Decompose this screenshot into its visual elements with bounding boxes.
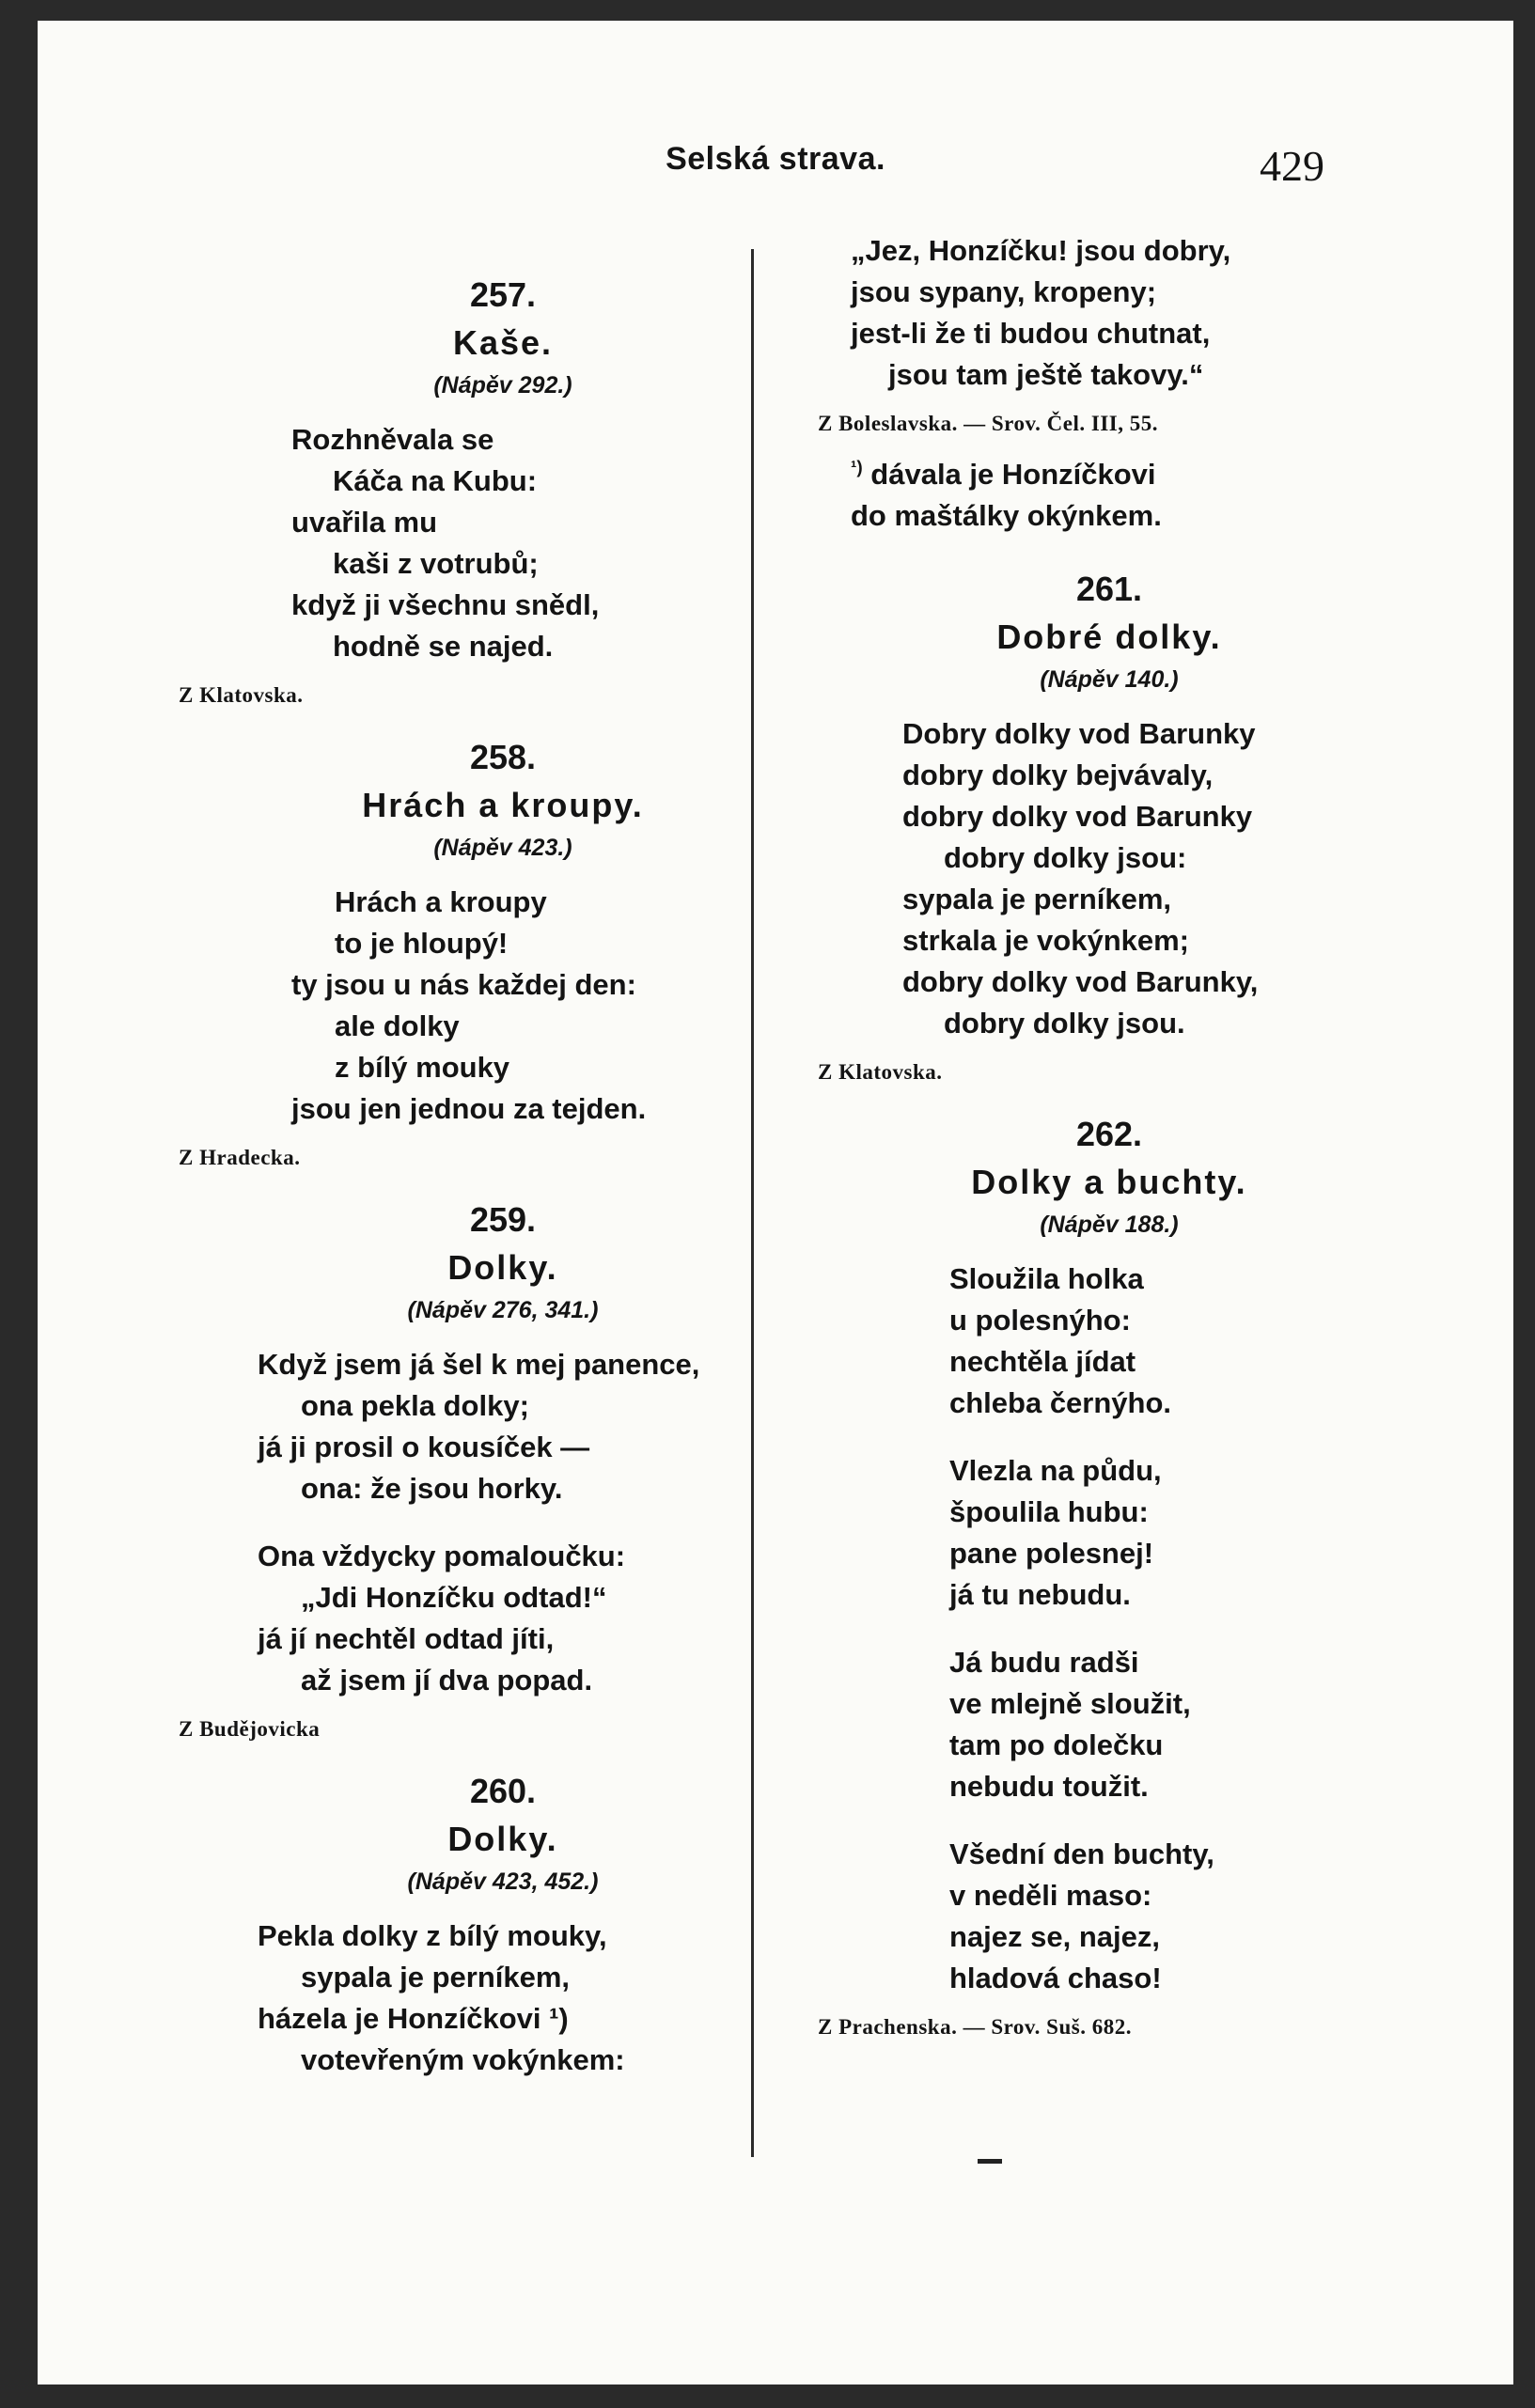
song-260 xyxy=(179,1771,827,2081)
verse-line: házela je Honzíčkovi ¹) xyxy=(258,2002,569,2035)
song-number: 261. xyxy=(1075,570,1143,608)
verse-line: tam po dolečku xyxy=(949,1728,1164,1761)
verse-line: pane polesnej! xyxy=(949,1537,1154,1570)
verse-line: Já budu radši xyxy=(949,1646,1139,1679)
verse-line: Káča na Kubu: xyxy=(333,464,538,497)
tune-reference: (Nápěv 276, 341.) xyxy=(407,1297,599,1323)
verse-line: hodně se najed. xyxy=(333,630,554,663)
verse-line: když ji všechnu snědl, xyxy=(291,588,600,621)
verse-line: Všední den buchty, xyxy=(949,1837,1214,1870)
footnote-line xyxy=(851,454,1438,495)
verse-line: jsou tam ještě takovy.“ xyxy=(888,358,1204,391)
stanza xyxy=(780,1642,1438,1807)
verse-line: „Jez, Honzíčku! jsou dobry, xyxy=(851,234,1231,267)
tune-reference: (Nápěv 188.) xyxy=(1040,1212,1179,1238)
verse-line: já jí nechtěl odtad jíti, xyxy=(258,1622,555,1655)
song-title: Hrách a kroupy. xyxy=(362,786,644,824)
verse-line: sypala je perníkem, xyxy=(902,883,1172,915)
left-column xyxy=(179,274,827,2102)
verse-line: Ona vždycky pomaloučku: xyxy=(258,1540,626,1572)
verse-line: Dobry dolky vod Barunky xyxy=(902,717,1256,750)
tune-reference: (Nápěv 423, 452.) xyxy=(407,1869,599,1895)
source-note: Z Klatovska. xyxy=(179,683,304,707)
stanza xyxy=(780,1259,1438,1424)
tune-reference: (Nápěv 140.) xyxy=(1040,666,1179,693)
song-title: Dolky a buchty. xyxy=(971,1163,1247,1201)
song-262 xyxy=(780,1114,1438,2048)
source-note: Z Klatovska. xyxy=(818,1060,943,1084)
stanza xyxy=(780,230,1438,396)
song-number: 262. xyxy=(1075,1115,1143,1153)
verse-line: ty jsou u nás každej den: xyxy=(291,968,636,1001)
verse-line: to je hloupý! xyxy=(335,927,509,960)
song-title: Dobré dolky. xyxy=(996,618,1222,656)
source-note: Z Hradecka. xyxy=(179,1146,301,1169)
song-number: 257. xyxy=(469,275,537,314)
verse-line: Hrách a kroupy xyxy=(335,885,547,918)
verse-line: dobry dolky vod Barunky, xyxy=(902,965,1259,998)
verse-line: jsou jen jednou za tejden. xyxy=(291,1092,647,1125)
verse-line: nebudu toužit. xyxy=(949,1770,1149,1803)
verse-line: Rozhněvala se xyxy=(291,423,494,456)
verse-line: votevřeným vokýnkem: xyxy=(301,2043,625,2076)
song-number: 260. xyxy=(469,1772,537,1810)
song-257 xyxy=(179,274,827,716)
verse-line: dobry dolky jsou: xyxy=(944,841,1187,874)
song-title: Dolky. xyxy=(447,1820,558,1858)
footnote xyxy=(780,454,1438,537)
book-page xyxy=(38,21,1513,2385)
song-number: 258. xyxy=(469,738,537,776)
verse-line: uvařila mu xyxy=(291,506,438,539)
song-260-continuation xyxy=(780,230,1438,445)
song-258 xyxy=(179,737,827,1179)
verse-line: v neděli maso: xyxy=(949,1879,1152,1912)
verse-line: chleba černýho. xyxy=(949,1386,1172,1419)
tune-reference: (Nápěv 423.) xyxy=(433,835,572,861)
verse-line: já ji prosil o kousíček — xyxy=(258,1431,590,1463)
verse-line: nechtěla jídat xyxy=(949,1345,1136,1378)
verse-line: jest-li že ti budou chutnat, xyxy=(851,317,1211,350)
verse-line: dobry dolky bejvávaly, xyxy=(902,758,1214,791)
source-note: Z Prachenska. — Srov. Suš. 682. xyxy=(818,2015,1132,2039)
verse-line: špoulila hubu: xyxy=(949,1495,1149,1528)
song-number: 259. xyxy=(469,1200,537,1239)
song-261 xyxy=(780,569,1438,1093)
verse-line: Sloužila holka xyxy=(949,1262,1144,1295)
source-note: Z Boleslavska. — Srov. Čel. III, 55. xyxy=(818,412,1158,435)
verse-line: kaši z votrubů; xyxy=(333,547,539,580)
stanza xyxy=(179,1915,827,2081)
verse-line: jsou sypany, kropeny; xyxy=(851,275,1157,308)
stanza xyxy=(179,1536,827,1701)
footnote-marker: ¹) xyxy=(851,458,863,478)
song-title: Dolky. xyxy=(447,1248,558,1287)
verse-line: Když jsem já šel k mej panence, xyxy=(258,1348,700,1381)
running-header: Selská strava. xyxy=(666,141,885,177)
verse-line: ale dolky xyxy=(335,1009,460,1042)
footnote-text: dávala je Honzíčkovi xyxy=(870,458,1156,491)
end-mark xyxy=(978,2159,1002,2164)
verse-line: u polesnýho: xyxy=(949,1304,1131,1337)
verse-line: z bílý mouky xyxy=(335,1051,510,1084)
song-title: Kaše. xyxy=(452,323,554,362)
stanza xyxy=(780,1834,1438,1999)
verse-line: hladová chaso! xyxy=(949,1962,1162,1994)
stanza xyxy=(179,419,827,667)
right-column xyxy=(780,230,1438,2069)
verse-line: ona: že jsou horky. xyxy=(301,1472,563,1505)
page-number: 429 xyxy=(1260,142,1324,190)
verse-line: ve mlejně sloužit, xyxy=(949,1687,1191,1720)
verse-line: já tu nebudu. xyxy=(949,1578,1131,1611)
verse-line: Vlezla na půdu, xyxy=(949,1454,1162,1487)
footnote-line: do maštálky okýnkem. xyxy=(851,499,1162,532)
verse-line: strkala je vokýnkem; xyxy=(902,924,1190,957)
verse-line: „Jdi Honzíčku odtad!“ xyxy=(301,1581,607,1614)
stanza xyxy=(179,1344,827,1509)
verse-line: Pekla dolky z bílý mouky, xyxy=(258,1919,607,1952)
song-259 xyxy=(179,1199,827,1750)
tune-reference: (Nápěv 292.) xyxy=(433,372,572,399)
verse-line: až jsem jí dva popad. xyxy=(301,1664,593,1697)
verse-line: dobry dolky jsou. xyxy=(944,1007,1185,1040)
verse-line: sypala je perníkem, xyxy=(301,1961,571,1994)
stanza xyxy=(780,1450,1438,1616)
verse-line: dobry dolky vod Barunky xyxy=(902,800,1253,833)
stanza xyxy=(780,713,1438,1044)
stanza xyxy=(179,882,827,1130)
verse-line: ona pekla dolky; xyxy=(301,1389,529,1422)
source-note: Z Budějovicka xyxy=(179,1717,321,1741)
verse-line: najez se, najez, xyxy=(949,1920,1160,1953)
